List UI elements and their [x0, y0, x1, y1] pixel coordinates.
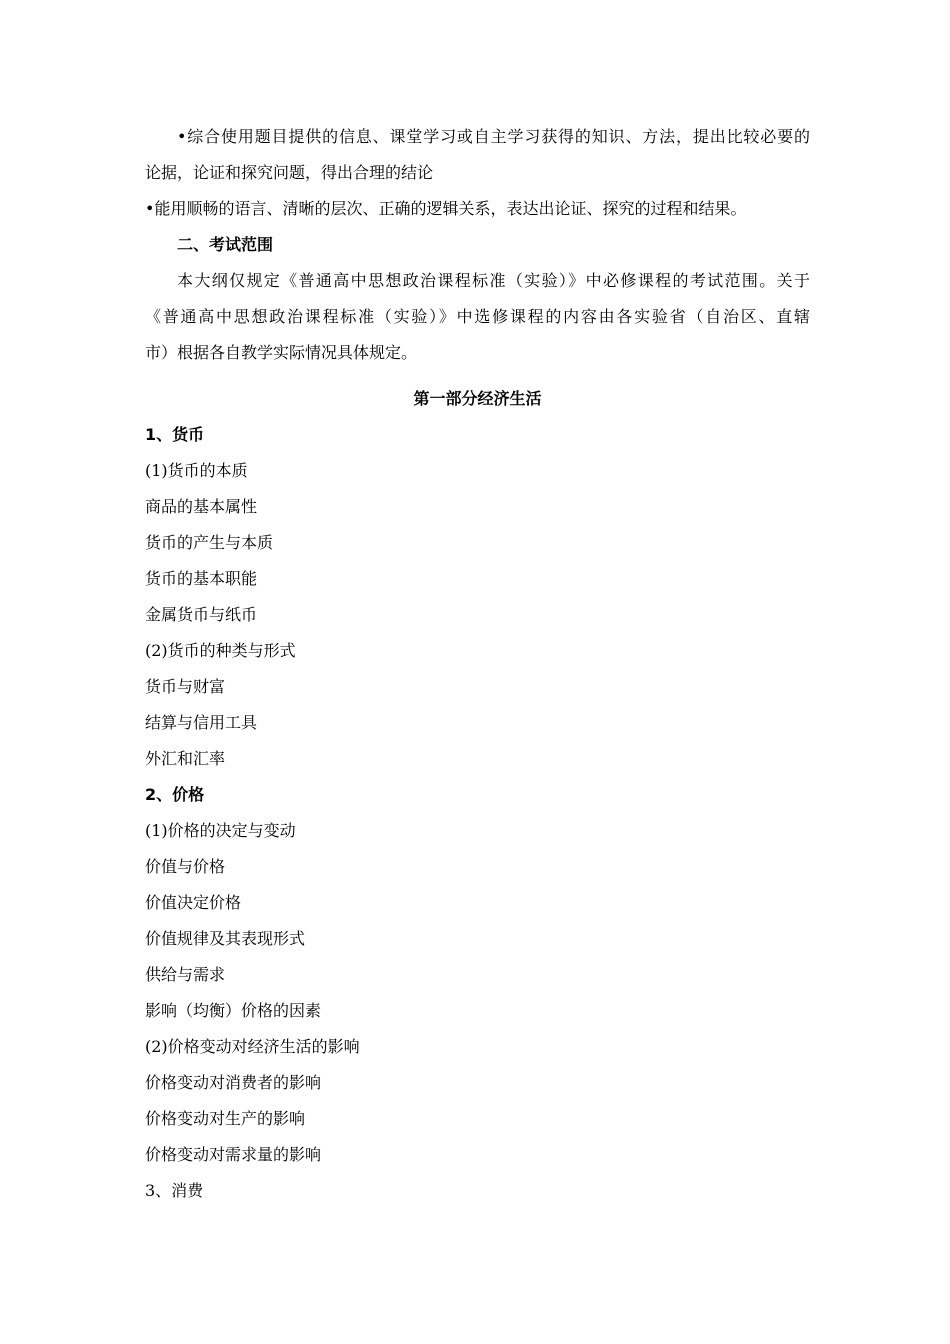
list-item: 价格变动对生产的影响 — [145, 1109, 306, 1128]
scope-paragraph-line-2: 《普通高中思想政治课程标准（实验）》中选修课程的内容由各实验省（自治区、直辖 — [145, 307, 810, 326]
list-item: 价值决定价格 — [145, 893, 242, 912]
scope-paragraph-line-1: 本大纲仅规定《普通高中思想政治课程标准（实验）》中必修课程的考试范围。关于 — [177, 271, 810, 290]
topic-heading: 1、货币 — [145, 425, 205, 444]
bullet-2: •能用顺畅的语言、清晰的层次、正确的逻辑关系，表达出论证、探究的过程和结果。 — [145, 199, 747, 218]
list-item: 价值与价格 — [145, 857, 226, 876]
list-item: 价格变动对消费者的影响 — [145, 1073, 322, 1092]
list-item: 供给与需求 — [145, 965, 226, 984]
list-item: 金属货币与纸币 — [145, 605, 258, 624]
scope-paragraph-line-3: 市）根据各自教学实际情况具体规定。 — [145, 343, 418, 362]
part-title: 第一部分经济生活 — [413, 389, 542, 408]
subtopic: (1)货币的本质 — [145, 461, 248, 480]
list-item: 外汇和汇率 — [145, 749, 226, 768]
list-item: 价格变动对需求量的影响 — [145, 1145, 322, 1164]
list-item: 结算与信用工具 — [145, 713, 258, 732]
list-item: 价值规律及其表现形式 — [145, 929, 306, 948]
list-item: 商品的基本属性 — [145, 497, 258, 516]
list-item: 货币与财富 — [145, 677, 226, 696]
list-item: 货币的产生与本质 — [145, 533, 274, 552]
section-heading: 二、考试范围 — [177, 235, 274, 254]
subtopic: (2)价格变动对经济生活的影响 — [145, 1037, 360, 1056]
subtopic: (1)价格的决定与变动 — [145, 821, 296, 840]
list-item: 影响（均衡）价格的因素 — [145, 1001, 322, 1020]
topic-heading: 2、价格 — [145, 785, 205, 804]
subtopic: (2)货币的种类与形式 — [145, 641, 296, 660]
bullet-1-line-1: •综合使用题目提供的信息、课堂学习或自主学习获得的知识、方法，提出比较必要的 — [177, 127, 810, 146]
bullet-1-line-2: 论据，论证和探究问题，得出合理的结论 — [145, 163, 434, 182]
topic-heading: 3、消费 — [145, 1181, 204, 1200]
list-item: 货币的基本职能 — [145, 569, 258, 588]
